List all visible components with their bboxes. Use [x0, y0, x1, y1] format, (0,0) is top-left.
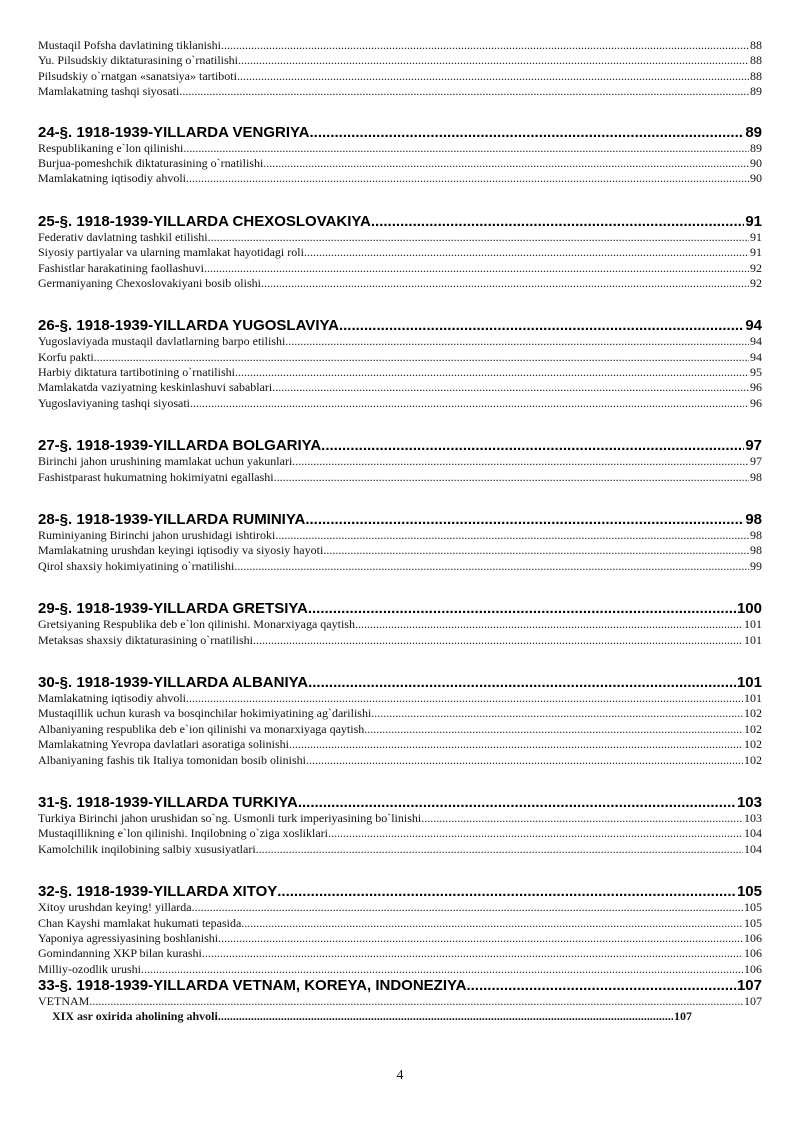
section-heading [38, 213, 762, 230]
section-heading-page: 100 [736, 600, 762, 618]
section-heading [38, 977, 762, 994]
toc-entry-title: Chan Kayshi mamlakat hukumati tepasida [38, 915, 242, 930]
dot-leader [186, 691, 743, 706]
dot-leader [263, 156, 749, 171]
dot-leader [371, 213, 744, 230]
toc-entry-title: Pilsudskiy o`rnatgan «sanatsiya» tartiboti [38, 68, 237, 83]
toc-section [38, 511, 762, 574]
toc-entry-title: Mamlakatning Yevropa davlatlari asoratiga solinishi [38, 737, 289, 752]
dot-leader [304, 245, 749, 260]
dot-leader [190, 396, 749, 411]
toc-entry-page: 88 [750, 68, 762, 83]
toc-entry-page: 102 [744, 721, 762, 736]
toc-entry [38, 171, 762, 186]
toc-entry [38, 396, 762, 411]
toc-entry-title: Siyosiy partiyalar va ularning mamlakat hayotidagi roli [38, 245, 304, 260]
toc-section [38, 977, 762, 1024]
toc-entry-title: Respublikaning e`lon qilinishi [38, 140, 184, 155]
toc-entry-title: Mustaqil Pofsha davlatining tiklanishi [38, 38, 221, 52]
dot-leader [339, 317, 744, 334]
section-heading-page: 101 [736, 673, 762, 691]
toc-section [38, 317, 762, 411]
toc-entry [38, 365, 762, 380]
section-heading [38, 437, 762, 454]
toc-entry-title: Mamlakatning urushdan keyingi iqtisodiy va siyosiy hayoti [38, 543, 324, 558]
dot-leader [272, 380, 749, 395]
dot-leader [183, 141, 749, 156]
toc-entry [38, 722, 762, 737]
dot-leader [466, 977, 736, 994]
toc-sections [38, 124, 762, 1025]
dot-leader [323, 543, 749, 558]
dot-leader [141, 962, 743, 977]
toc-entry-title: Korfu pakti [38, 349, 94, 364]
dot-leader [89, 994, 743, 1009]
dot-leader [364, 722, 743, 737]
section-heading-title: 29-§. 1918-1939-YILLARDA GRETSIYA [38, 600, 308, 618]
toc-entry-title: Mustaqillikning e`lon qilinishi. Inqilobning o`ziga xosliklari [38, 826, 328, 841]
toc-entry-page: 101 [744, 690, 762, 705]
page-number: 4 [396, 1068, 404, 1083]
toc-entry-title: Federativ davlatning tashkil etilishi [38, 229, 208, 244]
toc-entry [38, 543, 762, 558]
toc-entry [38, 900, 762, 915]
toc-entry-title: Mustaqillik uchun kurash va bosqinchilar hokimiyatining ag`darilishi [38, 706, 372, 721]
toc-entry [38, 737, 762, 752]
toc-section [38, 124, 762, 187]
toc-entry-title: Germaniyaning Chexoslovakiyani bosib olishi [38, 275, 261, 290]
section-heading [38, 794, 762, 811]
toc-entry-title: Albaniyaning fashis tik Italiya tomonidan bosib olinishi [38, 752, 306, 767]
dot-leader [237, 69, 749, 84]
toc-section [38, 600, 762, 648]
toc-entry-page: 88 [750, 38, 762, 52]
dot-leader [235, 365, 749, 380]
toc-entry-page: 101 [744, 617, 762, 632]
dot-leader [241, 916, 743, 931]
toc-entry-title: Harbiy diktatura tartibotining o`rnatilishi [38, 365, 235, 380]
dot-leader [305, 511, 744, 528]
toc-entry [38, 916, 762, 931]
toc-entry [38, 276, 762, 291]
section-heading [38, 674, 762, 691]
toc-entry [38, 962, 762, 977]
toc-entry-page: 98 [750, 528, 762, 543]
dot-leader [274, 470, 749, 485]
dot-leader [275, 528, 749, 543]
toc-entry-page: 96 [750, 395, 762, 410]
toc-entry-page: 92 [750, 260, 762, 275]
toc-entry [38, 559, 762, 574]
section-heading-page: 105 [736, 883, 762, 901]
section-heading-page: 97 [745, 437, 762, 455]
dot-leader [186, 171, 749, 186]
toc-entry-title: Yaponiya agressiyasining boshlanishi [38, 930, 219, 945]
section-heading [38, 124, 762, 141]
dot-leader [202, 946, 743, 961]
toc-section [38, 883, 762, 977]
toc-entry-title: Xitoy urushdan keying! yillarda [38, 900, 192, 915]
toc-entry [38, 931, 762, 946]
toc-entry-page: 90 [750, 171, 762, 186]
toc-entry-title: Gomindanning XKP bilan kurashi [38, 946, 202, 961]
dot-leader [94, 350, 749, 365]
toc-entry-page: 98 [750, 469, 762, 484]
toc-entry-title: Ruminiyaning Birinchi jahon urushidagi ishtiroki [38, 528, 276, 543]
dot-leader [179, 84, 749, 99]
table-of-contents [38, 0, 762, 1024]
dot-leader [306, 753, 743, 768]
section-heading-page: 98 [745, 511, 762, 529]
toc-entry [38, 69, 762, 84]
toc-entry-title: Fashistlar harakatining faollashuvi [38, 260, 204, 275]
toc-entry-page: 105 [744, 900, 762, 915]
dot-leader [308, 674, 736, 691]
dot-leader [310, 124, 745, 141]
toc-entry-title: Mamlakatning iqtisodiy ahvoli [38, 171, 186, 186]
section-heading-page: 91 [745, 212, 762, 230]
section-heading-title: 31-§. 1918-1939-YILLARDA TURKIYA [38, 793, 298, 811]
dot-leader [221, 38, 749, 53]
section-heading-title: 33-§. 1918-1939-YILLARDA VETNAM, KOREYA, INDONEZIYA [38, 977, 467, 995]
section-heading-title: 27-§. 1918-1939-YILLARDA BOLGARIYA [38, 437, 322, 455]
dot-leader [298, 794, 736, 811]
toc-section [38, 437, 762, 485]
toc-entry-title: Mamlakatda vaziyatning keskinlashuvi sabablari [38, 380, 273, 395]
section-heading-page: 94 [745, 317, 762, 335]
toc-entry-title: Milliy-ozodlik urushi [38, 961, 141, 976]
toc-entry [38, 753, 762, 768]
toc-entry [38, 230, 762, 245]
toc-entry-title: VETNAM [38, 994, 90, 1009]
toc-entry-title: Fashistparast hukumatning hokimiyatni egallashi [38, 469, 274, 484]
toc-entry [38, 156, 762, 171]
toc-entry-title: Yugoslaviyaning tashqi siyosati [38, 395, 190, 410]
toc-entry [38, 946, 762, 961]
toc-entry [38, 141, 762, 156]
dot-leader [192, 900, 743, 915]
dot-leader [371, 706, 743, 721]
toc-entry [38, 454, 762, 469]
dot-leader [355, 617, 743, 632]
toc-entry-page: 106 [744, 946, 762, 961]
section-heading-page: 103 [736, 793, 762, 811]
dot-leader [328, 826, 743, 841]
toc-entry [38, 350, 762, 365]
toc-entry-page: 94 [750, 349, 762, 364]
toc-intro-block [38, 0, 762, 100]
toc-entry-page: 99 [750, 558, 762, 573]
toc-entry-page: 95 [750, 365, 762, 380]
toc-entry-title: Qirol shaxsiy hokimiyatining o`rnatilishi [38, 558, 235, 573]
dot-leader [289, 737, 743, 752]
toc-entry [38, 53, 762, 68]
section-heading [38, 600, 762, 617]
toc-entry-page: 104 [744, 826, 762, 841]
toc-entry [38, 826, 762, 841]
toc-entry-title: Gretsiyaning Respublika deb e`lon qilinishi. Monarxiyaga qaytish [38, 617, 355, 632]
toc-entry-page: 92 [750, 275, 762, 290]
toc-entry [38, 842, 762, 857]
toc-entry-title: Birinchi jahon urushining mamlakat uchun yakunlari [38, 454, 293, 469]
toc-entry [38, 380, 762, 395]
toc-entry-page: 97 [750, 454, 762, 469]
toc-entry [38, 994, 762, 1009]
dot-leader [321, 437, 744, 454]
toc-entry-title: Albaniyaning respublika deb e`ion qilinishi va monarxiyaga qaytish [38, 721, 365, 736]
toc-entry-page: 104 [744, 841, 762, 856]
toc-entry-title: Mamlakatning iqtisodiy ahvoli [38, 690, 186, 705]
dot-leader [292, 454, 749, 469]
toc-section [38, 213, 762, 292]
dot-leader [308, 600, 736, 617]
toc-entry-page: 91 [750, 229, 762, 244]
toc-entry [38, 245, 762, 260]
section-heading-page: 107 [736, 977, 762, 995]
toc-section [38, 794, 762, 857]
toc-entry-title: Metaksas shaxsiy diktaturasining o`rnatilishi [38, 632, 253, 647]
toc-entry-page: 90 [750, 155, 762, 170]
toc-entry [38, 334, 762, 349]
toc-section [38, 674, 762, 768]
toc-entry-page: 105 [744, 915, 762, 930]
toc-entry [38, 38, 762, 53]
dot-leader [277, 883, 736, 900]
toc-sub-entry-page: 107 [674, 1009, 692, 1024]
dot-leader [256, 842, 743, 857]
section-heading [38, 317, 762, 334]
toc-entry-title: Yu. Pilsudskiy diktaturasining o`rnatilishi [38, 53, 238, 68]
toc-entry [38, 261, 762, 276]
dot-leader [421, 811, 743, 826]
toc-entry [38, 706, 762, 721]
section-heading-title: 25-§. 1918-1939-YILLARDA CHEXOSLOVAKIYA [38, 212, 371, 230]
dot-leader [218, 1009, 673, 1024]
toc-entry [38, 528, 762, 543]
section-heading-title: 26-§. 1918-1939-YILLARDA YUGOSLAVIYA [38, 317, 339, 335]
dot-leader [253, 633, 743, 648]
dot-leader [204, 261, 749, 276]
toc-entry-page: 101 [744, 632, 762, 647]
toc-entry-title: Mamlakatning tashqi siyosati [38, 84, 180, 99]
toc-entry-page: 102 [744, 752, 762, 767]
section-heading-title: 28-§. 1918-1939-YILLARDA RUMINIYA [38, 511, 306, 529]
section-heading-title: 32-§. 1918-1939-YILLARDA XITOY [38, 883, 278, 901]
dot-leader [261, 276, 749, 291]
toc-entry-page: 91 [750, 245, 762, 260]
toc-entry-page: 96 [750, 380, 762, 395]
toc-sub-entry-title: XIX asr oxirida aholining ahvoli [52, 1009, 218, 1024]
toc-entry-title: Kamolchilik inqilobining salbiy xususiyatlari [38, 841, 256, 856]
dot-leader [285, 334, 749, 349]
toc-sub-entry [52, 1009, 692, 1024]
dot-leader [218, 931, 743, 946]
toc-entry-title: Turkiya Birinchi jahon urushidan so`ng. Usmonli turk imperiyasining bo`linishi [38, 810, 422, 825]
section-heading-title: 30-§. 1918-1939-YILLARDA ALBANIYA [38, 673, 309, 691]
toc-entry-page: 98 [750, 543, 762, 558]
toc-entry-title: Yugoslaviyada mustaqil davlatlarning barpo etilishi [38, 334, 286, 349]
toc-entry-page: 103 [744, 810, 762, 825]
toc-entry [38, 633, 762, 648]
section-heading [38, 511, 762, 528]
dot-leader [238, 53, 749, 68]
toc-entry-page: 106 [744, 930, 762, 945]
toc-entry-page: 89 [750, 140, 762, 155]
toc-entry-page: 94 [750, 334, 762, 349]
toc-entry-page: 88 [750, 53, 762, 68]
toc-entry [38, 470, 762, 485]
toc-entry [38, 691, 762, 706]
dot-leader [208, 230, 749, 245]
toc-entry-page: 107 [744, 994, 762, 1009]
section-heading-title: 24-§. 1918-1939-YILLARDA VENGRIYA [38, 123, 310, 141]
toc-entry-page: 89 [750, 84, 762, 99]
section-heading-page: 89 [745, 123, 762, 141]
toc-entry [38, 617, 762, 632]
toc-entry-page: 102 [744, 706, 762, 721]
toc-entry-page: 106 [744, 961, 762, 976]
toc-entry-page: 102 [744, 737, 762, 752]
section-heading [38, 883, 762, 900]
toc-entry-title: Burjua-pomeshchik diktaturasining o`rnatilishi [38, 155, 264, 170]
toc-entry [38, 811, 762, 826]
dot-leader [234, 559, 749, 574]
toc-entry [38, 84, 762, 99]
